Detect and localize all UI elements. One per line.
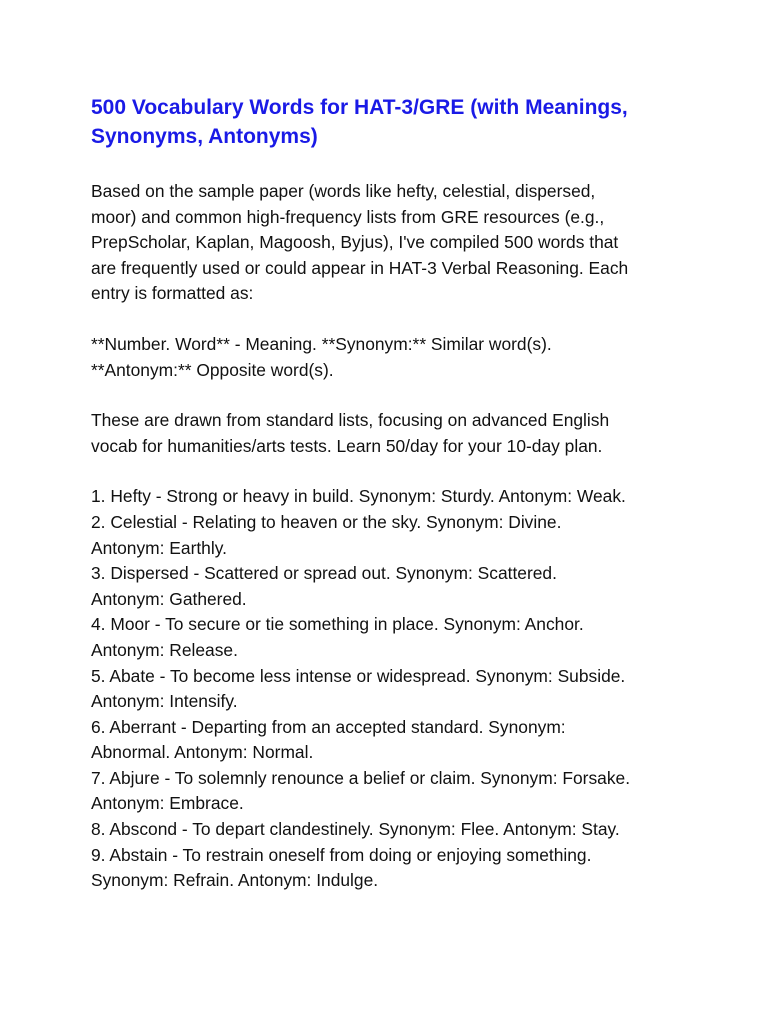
entry-line: Antonym: Embrace. xyxy=(91,793,244,814)
entry-line: Synonym: Refrain. Antonym: Indulge. xyxy=(91,870,379,891)
entry-line: Antonym: Release. xyxy=(91,639,238,660)
list-item xyxy=(91,664,691,715)
list-item xyxy=(91,510,691,561)
intro-line: PrepScholar, Kaplan, Magoosh, Byjus), I've compiled 500 words that xyxy=(91,232,619,253)
list-item xyxy=(91,561,691,612)
intro-line: Based on the sample paper (words like hefty, celestial, dispersed, xyxy=(91,181,596,201)
note-paragraph xyxy=(91,408,666,459)
list-item xyxy=(91,766,691,817)
intro-paragraph xyxy=(91,179,681,307)
format-paragraph xyxy=(91,332,691,383)
vocabulary-list xyxy=(91,484,691,894)
document-title: 500 Vocabulary Words for HAT-3/GRE (with Meanings, Synonyms, Antonyms) xyxy=(91,96,628,148)
format-line: **Antonym:** Opposite word(s). xyxy=(91,359,334,380)
format-line: **Number. Word** - Meaning. **Synonym:** Similar word(s). xyxy=(91,333,552,354)
entry-line: Antonym: Earthly. xyxy=(91,537,227,558)
entry-line: 3. Dispersed - Scattered or spread out. Synonym: Scattered. xyxy=(91,563,557,584)
list-item xyxy=(91,843,691,894)
list-item xyxy=(91,715,691,766)
entry-line: 4. Moor - To secure or tie something in place. Synonym: Anchor. xyxy=(91,614,584,635)
intro-line: entry is formatted as: xyxy=(91,283,254,304)
list-item xyxy=(91,612,691,663)
entry-line: 6. Aberrant - Departing from an accepted standard. Synonym: xyxy=(91,716,566,737)
entry-line: Abnormal. Antonym: Normal. xyxy=(91,742,314,763)
list-item xyxy=(91,817,691,843)
note-line: These are drawn from standard lists, focusing on advanced English xyxy=(91,410,610,431)
entry-line: 1. Hefty - Strong or heavy in build. Synonym: Sturdy. Antonym: Weak. xyxy=(91,486,626,507)
entry-line: 7. Abjure - To solemnly renounce a belief or claim. Synonym: Forsake. xyxy=(91,767,631,788)
entry-line: 8. Abscond - To depart clandestinely. Synonym: Flee. Antonym: Stay. xyxy=(91,819,620,840)
intro-line: are frequently used or could appear in HAT-3 Verbal Reasoning. Each xyxy=(91,257,629,278)
entry-line: Antonym: Gathered. xyxy=(91,588,247,609)
entry-line: 9. Abstain - To restrain oneself from doing or enjoying something. xyxy=(91,844,592,865)
intro-line: moor) and common high-frequency lists from GRE resources (e.g., xyxy=(91,206,605,227)
document-page xyxy=(91,93,691,894)
entry-line: 2. Celestial - Relating to heaven or the sky. Synonym: Divine. xyxy=(91,511,562,532)
entry-line: Antonym: Intensify. xyxy=(91,691,238,712)
note-line: vocab for humanities/arts tests. Learn 50/day for your 10-day plan. xyxy=(91,435,603,456)
entry-line: 5. Abate - To become less intense or widespread. Synonym: Subside. xyxy=(91,665,626,686)
list-item xyxy=(91,484,691,510)
